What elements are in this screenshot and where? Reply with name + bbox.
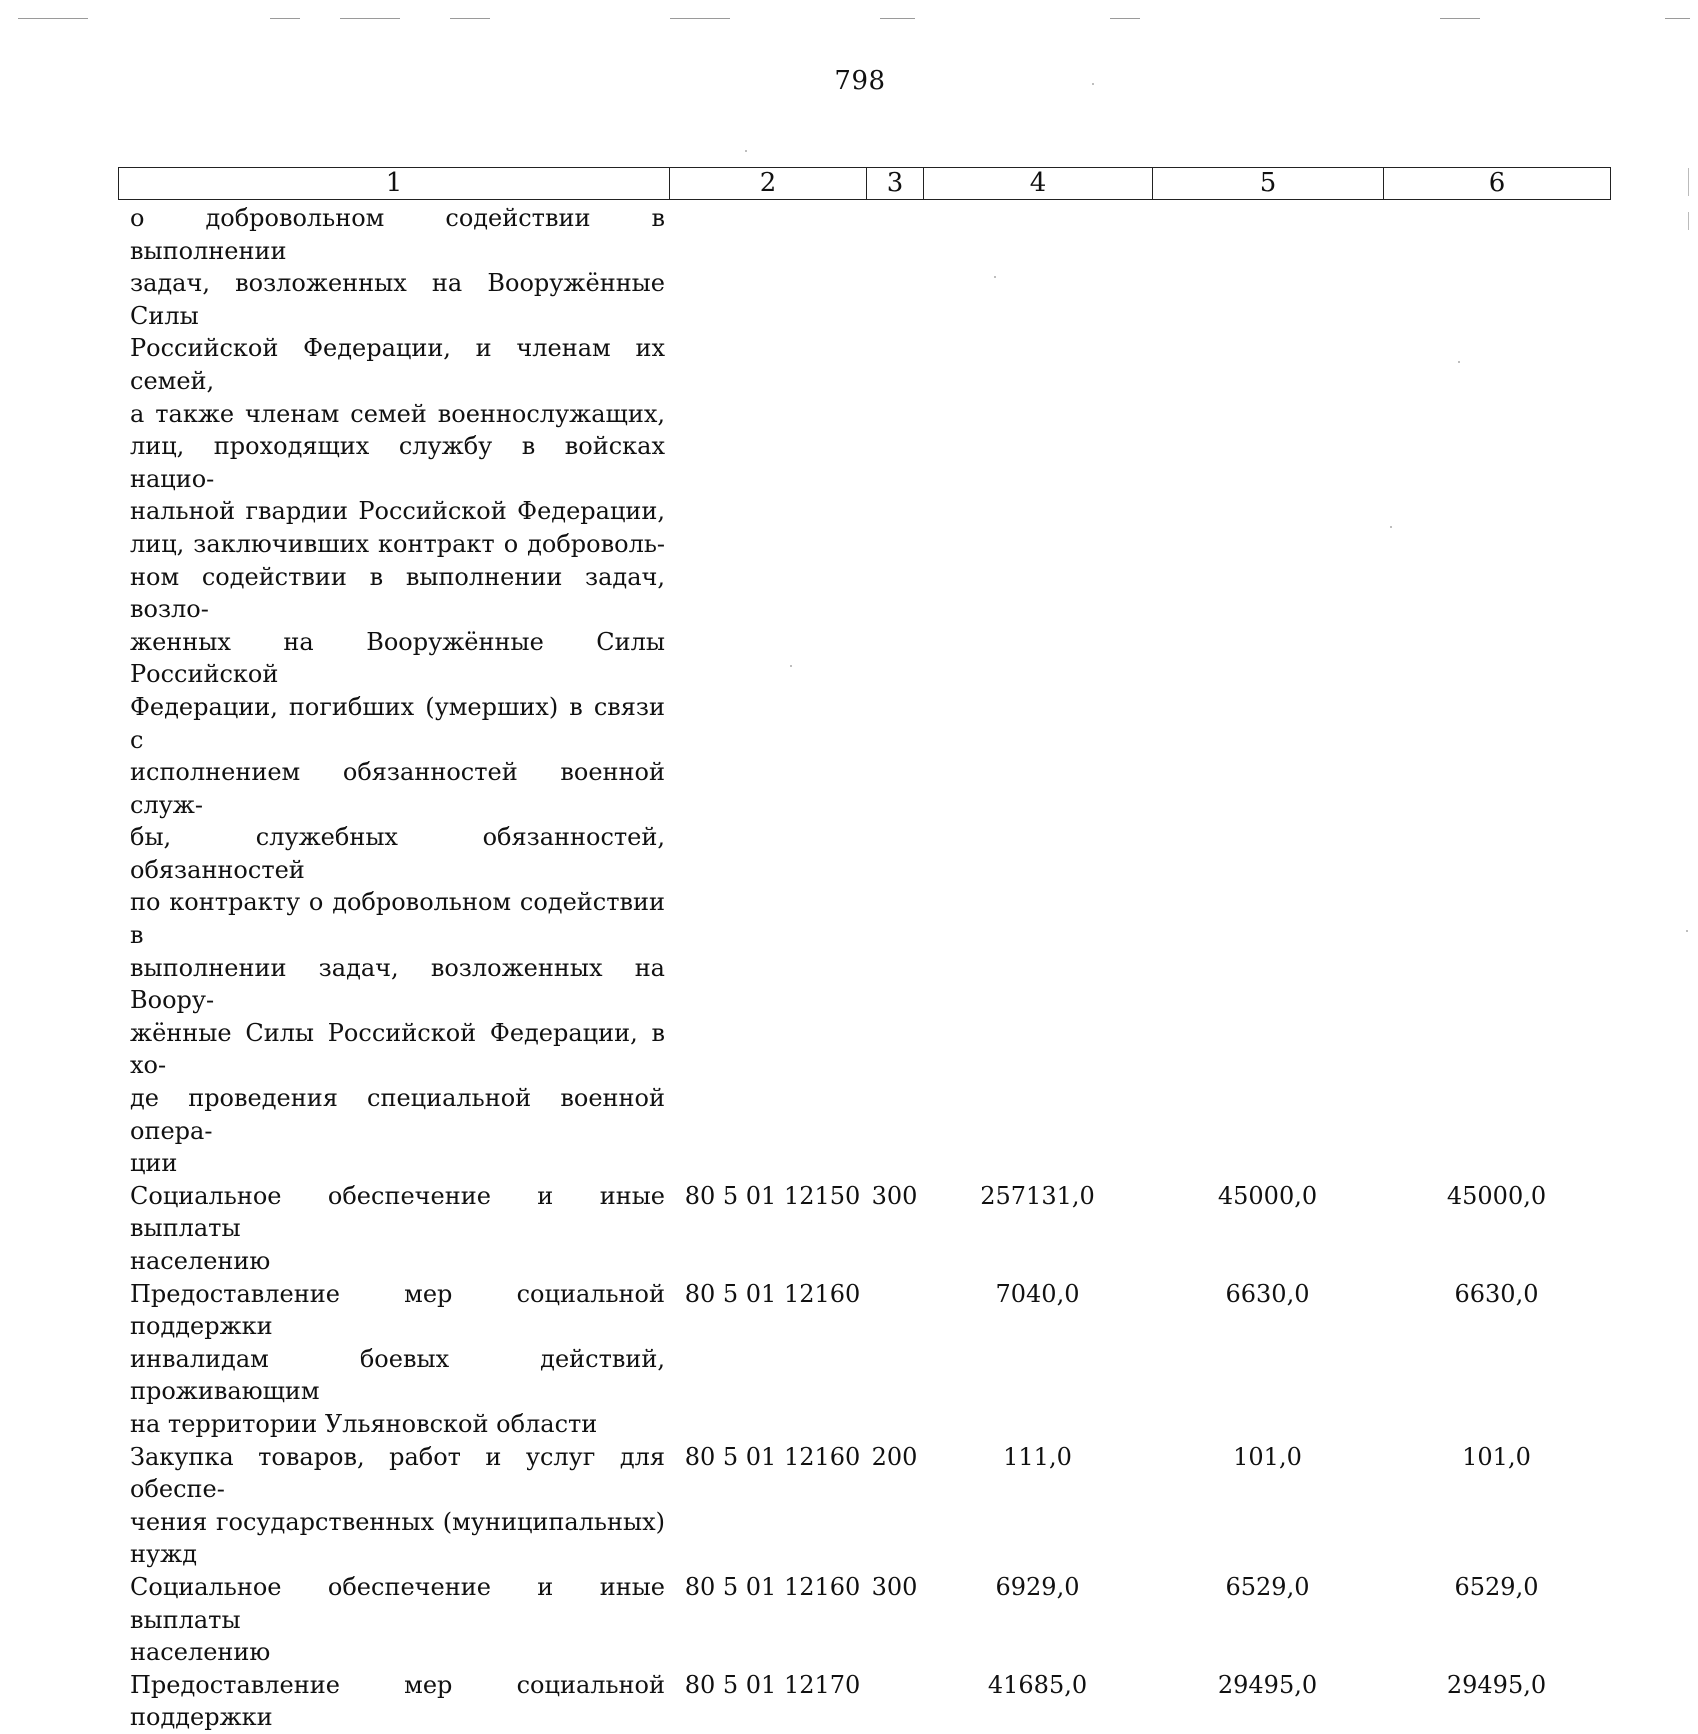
row-value-col5: 6630,0 xyxy=(1225,1279,1310,1308)
header-row xyxy=(119,168,1611,200)
row-value-col4: 7040,0 xyxy=(995,1279,1080,1308)
description-line: о добровольном содействии в выполнении xyxy=(130,204,665,265)
description-line: выполнении задач, возложенных на Воору- xyxy=(130,953,665,1015)
scan-speck xyxy=(1686,930,1688,932)
description-line: по контракту о добровольном содействии в xyxy=(130,888,665,950)
table-row xyxy=(118,1180,1610,1278)
row-code: 80 5 01 12160 xyxy=(684,1279,861,1308)
description-line: населению xyxy=(130,1247,271,1275)
row-value-col6: 6630,0 xyxy=(1454,1279,1539,1308)
header-col-3: 3 xyxy=(867,168,924,200)
row-value-col5: 45000,0 xyxy=(1217,1181,1318,1210)
description-line: а также членам семей военнослужащих, xyxy=(130,399,665,428)
row-expense-type: 200 xyxy=(871,1442,918,1471)
row-value-col4: 111,0 xyxy=(1003,1442,1072,1471)
row-value-col6: 6529,0 xyxy=(1454,1572,1539,1601)
table-row xyxy=(118,1571,1610,1669)
description-line: жённые Силы Российской Федерации, в хо- xyxy=(130,1018,665,1080)
header-col-4: 4 xyxy=(924,168,1153,200)
table-row xyxy=(118,1669,1610,1734)
description-line: Социальное обеспечение и иные выплаты xyxy=(130,1181,665,1243)
row-value-col5: 6529,0 xyxy=(1225,1572,1310,1601)
row-description xyxy=(118,1180,669,1278)
description-line: нужд xyxy=(130,1540,197,1569)
description-line: де проведения специальной военной опера- xyxy=(130,1084,665,1145)
description-line: Социальное обеспечение и иные выплаты xyxy=(130,1572,665,1634)
row-expense-type xyxy=(866,1278,923,1441)
description-line: Федерации, погибших (умерших) в связи с xyxy=(130,692,665,754)
column-number-header xyxy=(118,167,1611,200)
header-col-6: 6 xyxy=(1384,168,1611,200)
row-value-col5: 29495,0 xyxy=(1217,1670,1318,1699)
row-value-col6: 29495,0 xyxy=(1446,1670,1547,1699)
row-code: 80 5 01 12150 xyxy=(684,1181,861,1210)
row-code: 80 5 01 12160 xyxy=(684,1442,861,1471)
scan-speck xyxy=(1390,526,1392,528)
row-value-col6: 101,0 xyxy=(1462,1442,1531,1471)
table-row xyxy=(118,1278,1610,1441)
row-value-col6 xyxy=(1383,202,1610,1180)
scan-edge-mark xyxy=(1688,168,1689,196)
scan-speck xyxy=(1458,361,1460,363)
row-expense-type xyxy=(866,1669,923,1734)
description-line: чения государственных (муниципальных) xyxy=(130,1507,665,1536)
row-expense-type: 300 xyxy=(871,1572,918,1601)
description-line: инвалидам боевых действий, проживающим xyxy=(130,1344,665,1406)
row-expense-type xyxy=(866,202,923,1180)
row-value-col4: 6929,0 xyxy=(995,1572,1080,1601)
row-value-col5 xyxy=(1152,202,1383,1180)
description-line: лиц, проходящих службу в войсках нацио- xyxy=(130,432,665,493)
scan-edge-mark xyxy=(1688,212,1689,230)
row-description xyxy=(118,1571,669,1669)
budget-table-body xyxy=(118,202,1610,1734)
header-col-1: 1 xyxy=(119,168,670,200)
header-col-5: 5 xyxy=(1153,168,1384,200)
scan-speck xyxy=(1092,83,1094,85)
row-value-col6: 45000,0 xyxy=(1446,1181,1547,1210)
scan-speck xyxy=(994,276,996,278)
description-line: ции xyxy=(130,1149,178,1178)
row-value-col4: 41685,0 xyxy=(987,1670,1088,1699)
scan-speck xyxy=(790,665,792,667)
description-line: женных на Вооружённые Силы Российской xyxy=(130,627,665,689)
description-line: лиц, заключивших контракт о доброволь- xyxy=(130,529,665,558)
page-number: 798 xyxy=(834,66,886,96)
description-line: на территории Ульяновской области xyxy=(130,1409,598,1438)
row-description xyxy=(118,1669,669,1734)
description-line: ном содействии в выполнении задач, возло- xyxy=(130,562,665,624)
row-value-col4 xyxy=(923,202,1152,1180)
description-line: Предоставление мер социальной поддержки xyxy=(130,1279,665,1341)
table-row xyxy=(118,202,1610,1180)
description-line: нальной гвардии Российской Федерации, xyxy=(130,497,665,526)
row-description xyxy=(118,1278,669,1441)
description-line: Российской Федерации, и членам их семей, xyxy=(130,334,665,395)
description-line: исполнением обязанностей военной служ- xyxy=(130,758,665,819)
description-line: Предоставление мер социальной поддержки xyxy=(130,1670,665,1732)
table-row xyxy=(118,1441,1610,1571)
header-col-2: 2 xyxy=(670,168,867,200)
row-value-col5: 101,0 xyxy=(1233,1442,1302,1471)
row-code xyxy=(669,202,866,1180)
row-code: 80 5 01 12170 xyxy=(684,1670,861,1699)
row-expense-type: 300 xyxy=(871,1181,918,1210)
scan-speck xyxy=(745,150,747,152)
description-line: задач, возложенных на Вооружённые Силы xyxy=(130,269,665,330)
scan-top-artifacts xyxy=(0,14,1698,22)
row-description xyxy=(118,202,669,1180)
description-line: бы, служебных обязанностей, обязанностей xyxy=(130,823,665,884)
description-line: Закупка товаров, работ и услуг для обеспе- xyxy=(130,1442,665,1504)
row-description xyxy=(118,1441,669,1571)
row-code: 80 5 01 12160 xyxy=(684,1572,861,1601)
row-value-col4: 257131,0 xyxy=(980,1181,1095,1210)
description-line: населению xyxy=(130,1638,271,1667)
